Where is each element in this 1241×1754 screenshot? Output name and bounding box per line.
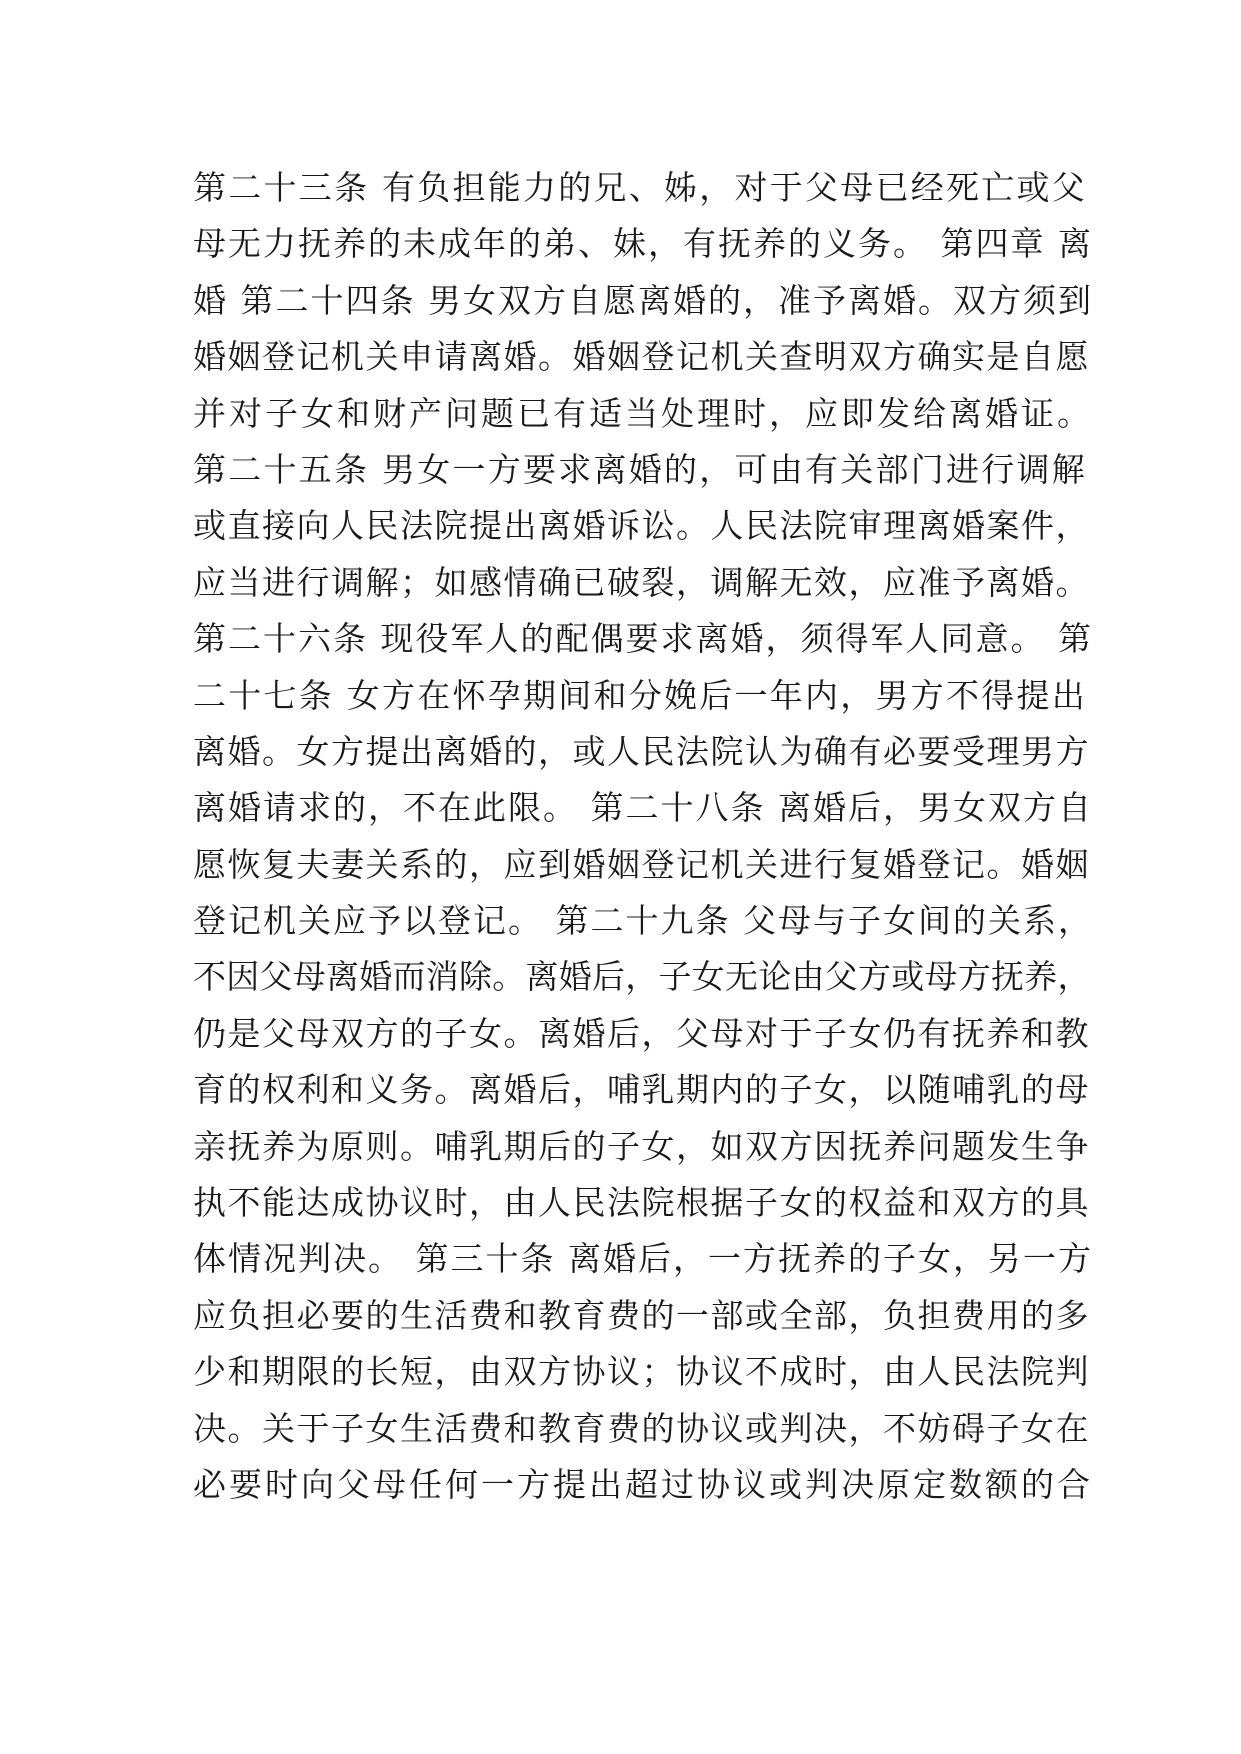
text-line: 婚姻登记机关申请离婚。婚姻登记机关查明双方确实是自愿	[193, 337, 1090, 377]
text-line: 离婚。女方提出离婚的，或人民法院认为确有必要受理男方	[193, 731, 1090, 771]
text-line: 婚 第二十四条 男女双方自愿离婚的，准予离婚。双方须到	[193, 280, 1093, 320]
text-line: 必要时向父母任何一方提出超过协议或判决原定数额的合	[193, 1464, 1093, 1504]
text-line: 离婚请求的，不在此限。 第二十八条 离婚后，男女双方自	[193, 788, 1093, 828]
text-line: 登记机关应予以登记。 第二十九条 父母与子女间的关系，	[193, 901, 1093, 941]
text-line: 应当进行调解；如感情确已破裂，调解无效，应准予离婚。	[193, 562, 1090, 602]
text-line: 第二十六条 现役军人的配偶要求离婚，须得军人同意。 第	[193, 619, 1093, 659]
text-line: 应负担必要的生活费和教育费的一部或全部，负担费用的多	[193, 1295, 1090, 1335]
text-line: 亲抚养为原则。哺乳期后的子女，如双方因抚养问题发生争	[193, 1126, 1090, 1166]
text-line: 第二十三条 有负担能力的兄、姊，对于父母已经死亡或父	[193, 168, 1087, 207]
text-line: 母无力抚养的未成年的弟、妹，有抚养的义务。 第四章 离	[193, 224, 1093, 264]
text-line: 愿恢复夫妻关系的，应到婚姻登记机关进行复婚登记。婚姻	[193, 844, 1090, 884]
text-line: 育的权利和义务。离婚后，哺乳期内的子女，以随哺乳的母	[193, 1070, 1090, 1110]
text-line: 仍是父母双方的子女。离婚后，父母对于子女仍有抚养和教	[193, 1013, 1090, 1053]
text-line: 并对子女和财产问题已有适当处理时，应即发给离婚证。	[193, 393, 1093, 433]
text-line: 执不能达成协议时，由人民法院根据子女的权益和双方的具	[193, 1183, 1090, 1223]
text-line: 第二十五条 男女一方要求离婚的，可由有关部门进行调解	[193, 449, 1087, 489]
text-line: 不因父母离婚而消除。离婚后，子女无论由父方或母方抚养，	[193, 957, 1091, 997]
text-line: 少和期限的长短，由双方协议；协议不成时，由人民法院判	[193, 1352, 1090, 1392]
text-line: 体情况判决。 第三十条 离婚后，一方抚养的子女，另一方	[193, 1239, 1093, 1279]
text-line: 或直接向人民法院提出离婚诉讼。人民法院审理离婚案件，	[193, 506, 1090, 546]
text-line: 决。关于子女生活费和教育费的协议或判决，不妨碍子女在	[193, 1408, 1090, 1448]
body-text	[193, 160, 1093, 1513]
text-line: 二十七条 女方在怀孕期间和分娩后一年内，男方不得提出	[193, 675, 1087, 715]
